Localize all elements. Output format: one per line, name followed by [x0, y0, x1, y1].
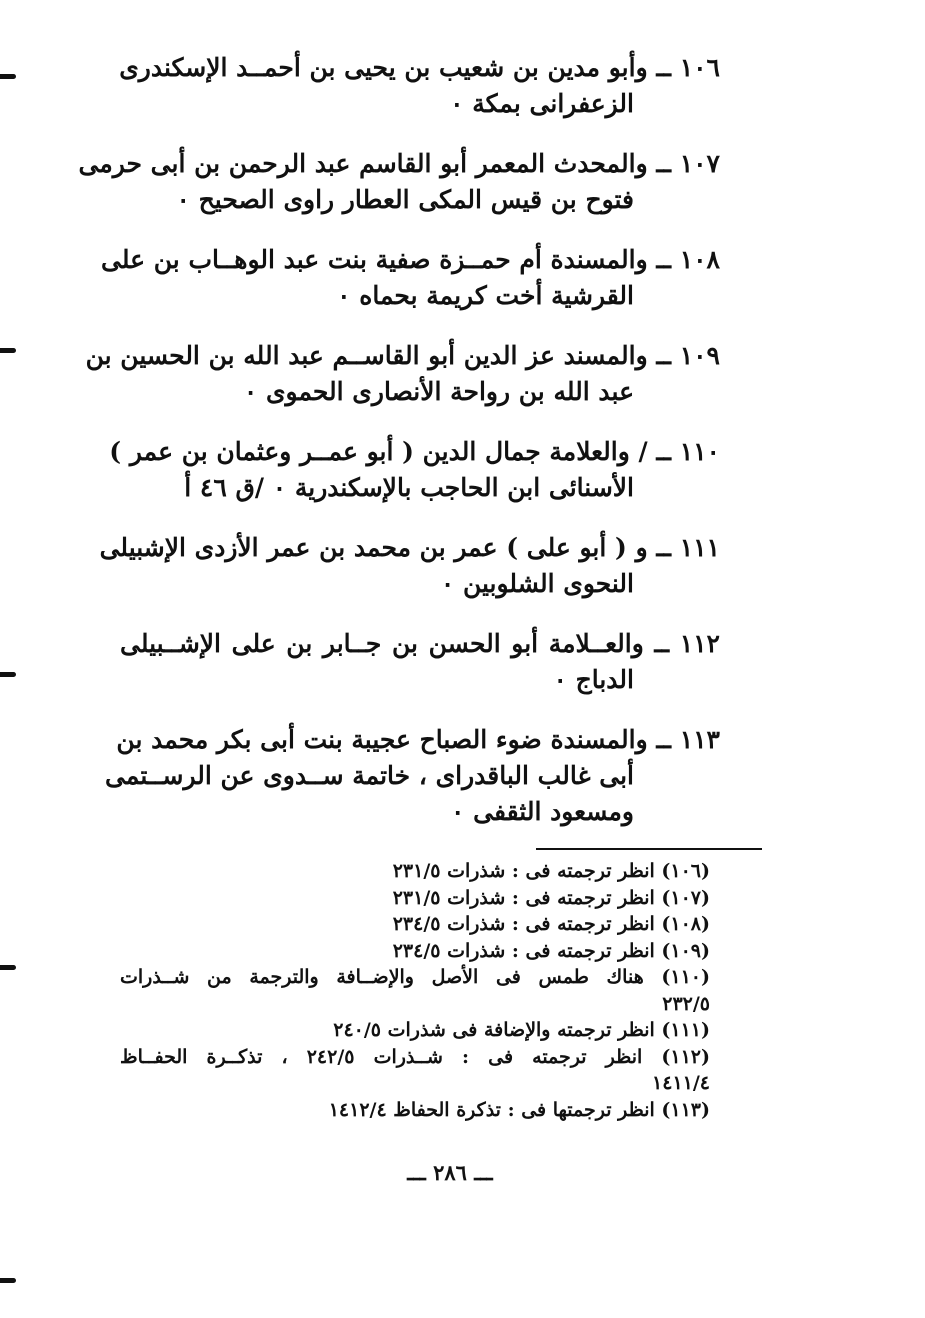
binding-hole-mark: [0, 74, 16, 79]
entry-line: ١٠٨ ــ والمسندة أم حمــزة صفية بنت عبد الوهــاب بن على: [101, 245, 720, 274]
footnotes-list: [120, 858, 710, 1123]
footnote-110-continuation: ٢٣٢/٥: [662, 992, 710, 1015]
entry-106: [120, 50, 720, 122]
entry-line: ١١٢ ــ والعــلامة أبو الحسن بن جــابر بن على الإشــبيلى: [120, 629, 720, 658]
footnote-110: (١١٠) هناك طمس فى الأصل والإضــافة والترجمة من شــذرات: [120, 966, 710, 988]
entry-113: [105, 722, 720, 830]
entry-line: عبد الله بن رواحة الأنصارى الحموى ٠: [243, 377, 634, 406]
footnote-108: (١٠٨) انظر ترجمته فى : شذرات ٢٣٤/٥: [392, 913, 710, 935]
entry-line: ١٠٩ ــ والمسند عز الدين أبو القاســم عبد الله بن الحسين بن: [85, 341, 720, 370]
entry-line: ومسعود الثقفى ٠: [451, 797, 634, 826]
entry-line: فتوح بن قيس المكى العطار راوى الصحيح ٠: [176, 185, 634, 214]
entry-line: ١١٣ ــ والمسندة ضوء الصباح عجيبة بنت أبى بكر محمد بن: [116, 725, 720, 754]
entry-108: [101, 242, 720, 314]
binding-hole-mark: [0, 1278, 16, 1283]
entry-line: ١٠٧ ــ والمحدث المعمر أبو القاسم عبد الرحمن بن أبى حرمى: [78, 149, 720, 178]
entry-line: النحوى الشلوبين ٠: [440, 569, 634, 598]
binding-hole-mark: [0, 348, 16, 353]
entry-line: القرشية أخت كريمة بحماه ٠: [337, 281, 634, 310]
entry-112: [120, 626, 720, 698]
entries-list: [78, 50, 720, 854]
entry-109: [85, 338, 720, 410]
entry-line: ١٠٦ ــ وأبو مدين بن شعيب بن يحيى بن أحمــد الإسكندرى: [119, 53, 720, 82]
footnote-111: (١١١) انظر ترجمته والإضافة فى شذرات ٢٤٠/٥: [333, 1019, 710, 1041]
binding-hole-mark: [0, 672, 16, 677]
entry-107: [78, 146, 720, 218]
entry-line: الدباج ٠: [553, 665, 634, 694]
footnote-107: (١٠٧) انظر ترجمته فى : شذرات ٢٣١/٥: [392, 886, 710, 909]
entry-line: ١١٠ ــ / والعلامة جمال الدين ( أبو عمــر وعثمان بن عمر ): [109, 437, 720, 466]
footnote-106: (١٠٦) انظر ترجمته فى : شذرات ٢٣١/٥: [392, 860, 710, 882]
footnote-112: (١١٢) انظر ترجمته فى : شــذرات ٢٤٢/٥ ، تذكــرة الحفــاظ: [120, 1045, 710, 1068]
page-number: ـــ ٢٨٦ ـــ: [407, 1160, 493, 1185]
footnote-112-continuation: ١٤١١/٤: [652, 1072, 710, 1094]
entry-line: الزعفرانى بمكة ٠: [450, 89, 634, 118]
footnote-divider: [536, 848, 762, 850]
entry-110: [109, 434, 720, 506]
footnote-113: (١١٣) انظر ترجمتها فى : تذكرة الحفاظ ١٤١٢/٤: [328, 1098, 710, 1121]
footnote-109: (١٠٩) انظر ترجمته فى : شذرات ٢٣٤/٥: [392, 939, 710, 962]
entry-line: ١١١ ــ و ( أبو على ) عمر بن محمد بن عمر الأزدى الإشبيلى: [99, 533, 720, 562]
binding-hole-mark: [0, 965, 16, 970]
entry-line: أبى غالب الباقدراى ، خاتمة ســدوى عن الرســتمى: [105, 761, 634, 790]
entry-line: الأسنائى ابن الحاجب بالإسكندرية ٠ /ق ٤٦ أ: [184, 473, 634, 502]
entry-111: [99, 530, 720, 602]
